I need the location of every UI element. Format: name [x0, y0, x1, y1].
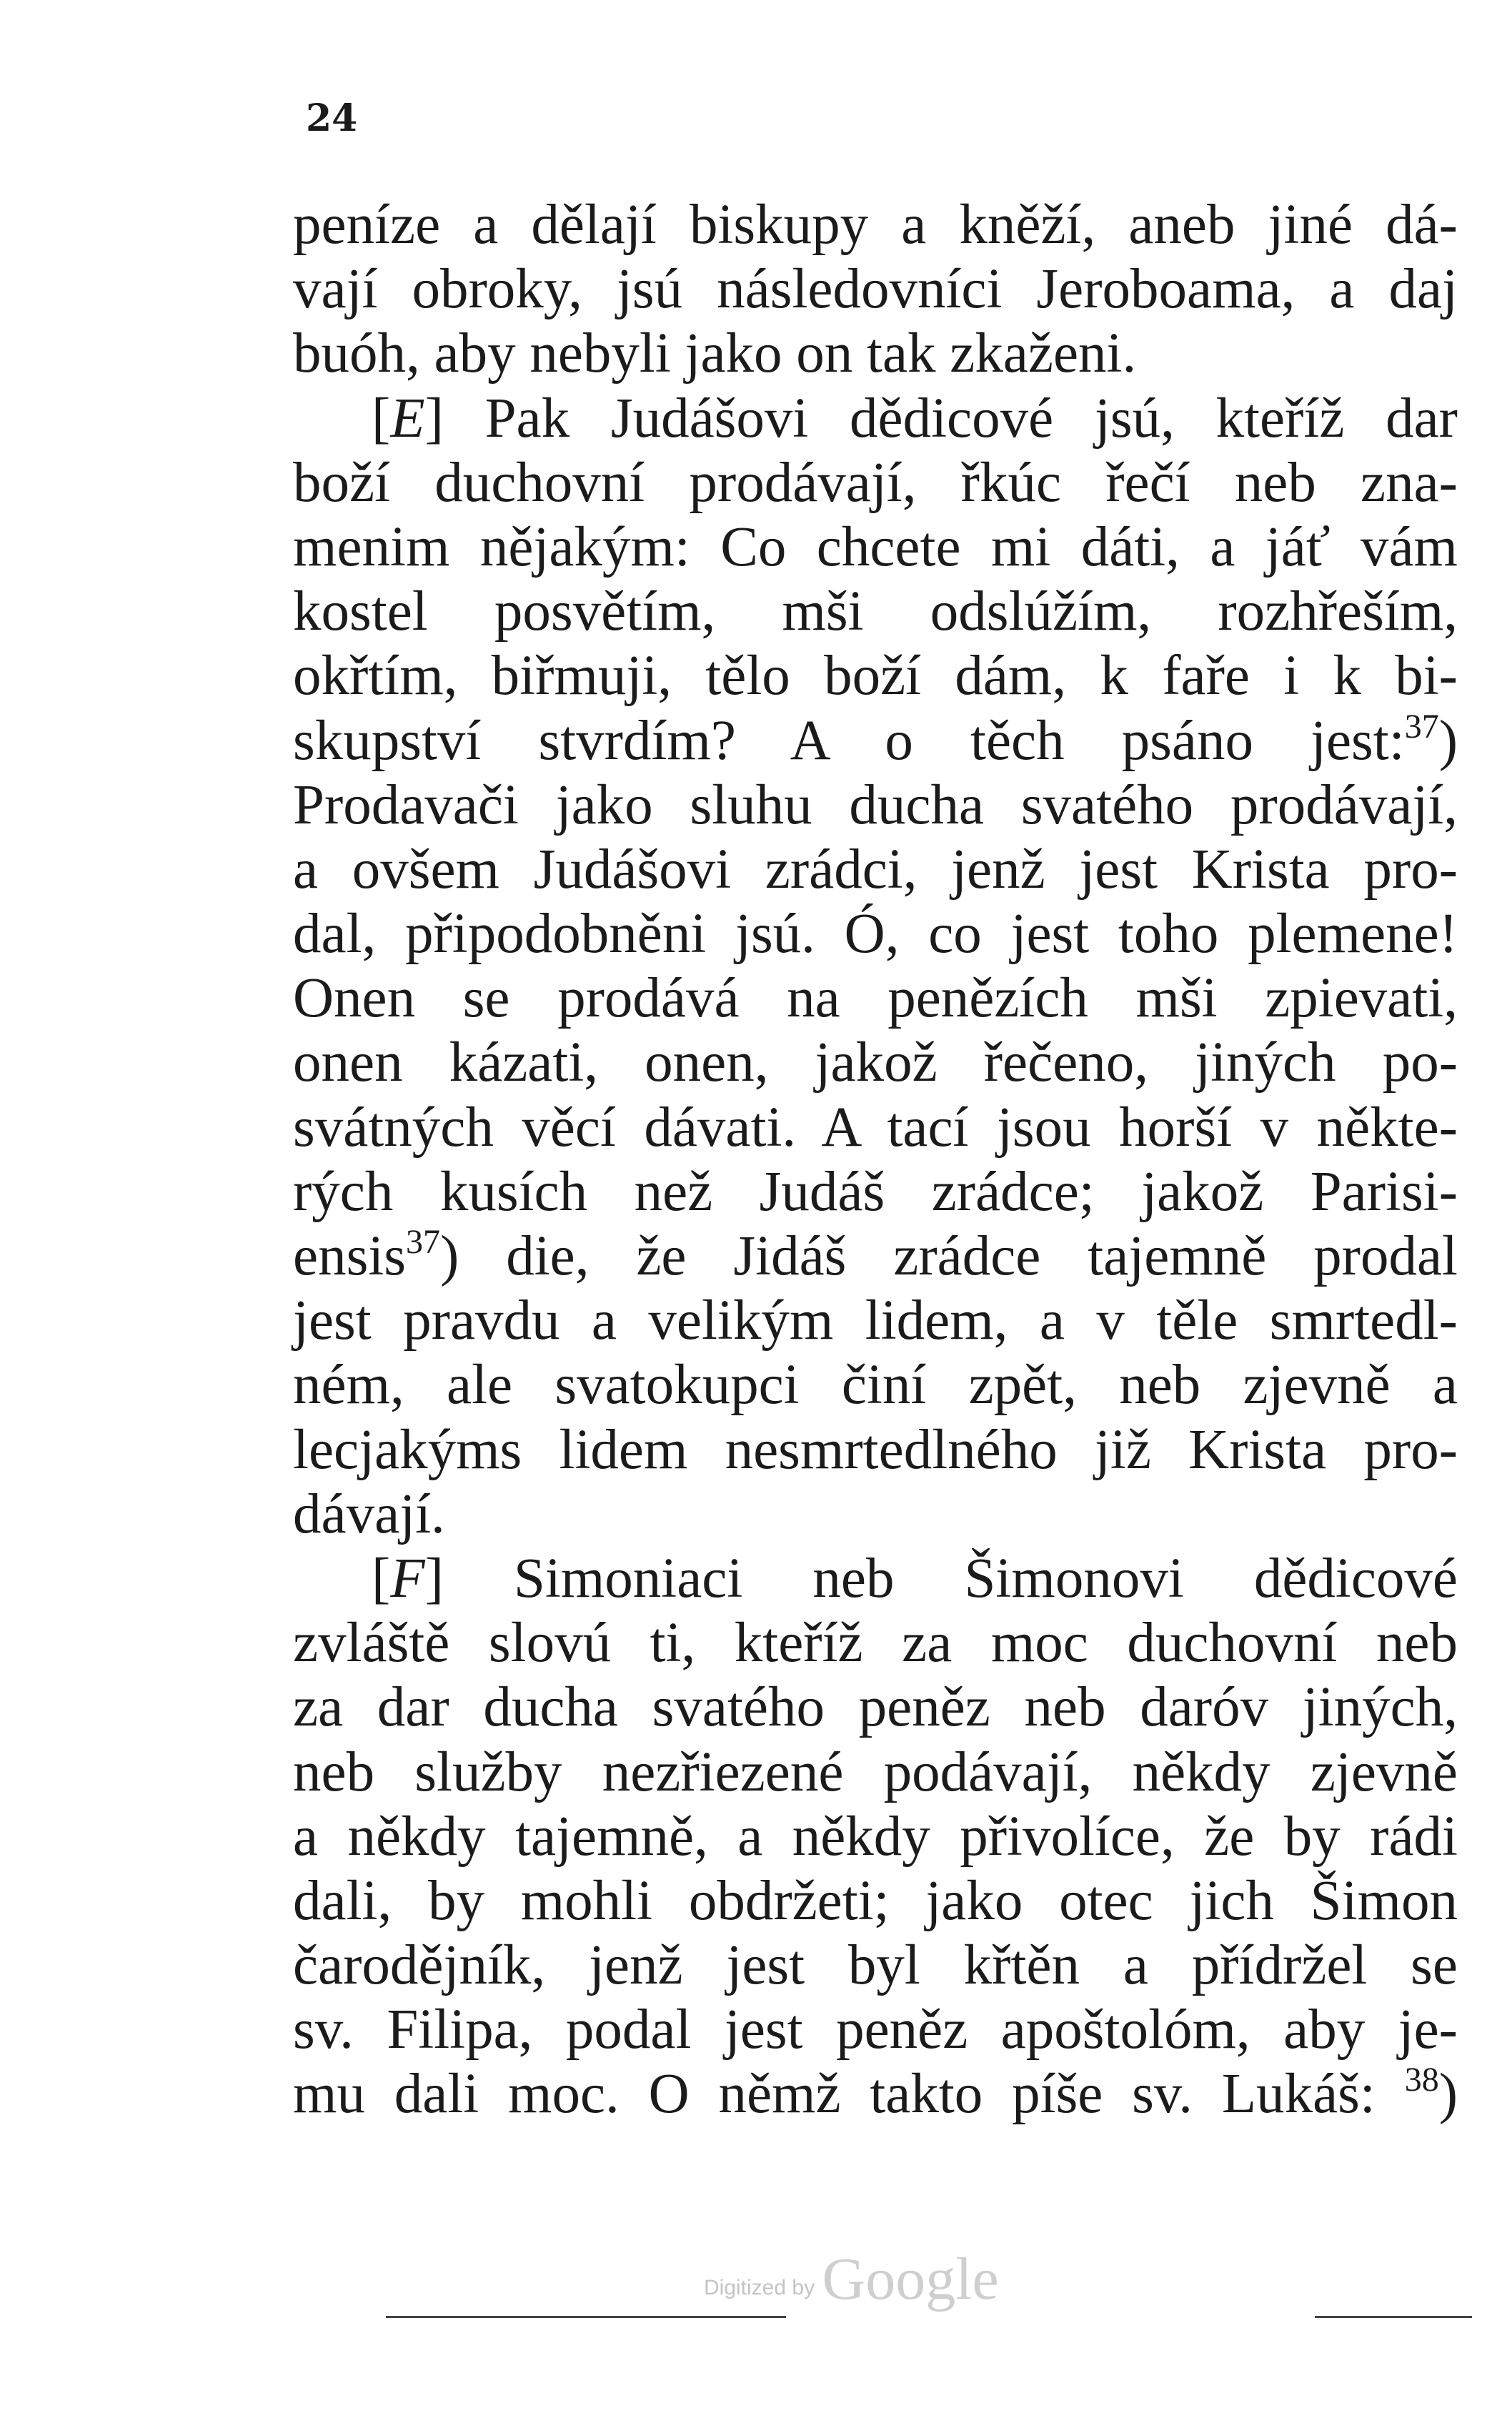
text-line: neb služby nezřiezené podávají, někdy zjevně: [293, 1741, 1458, 1803]
text-line: Onen se prodává na penězích mši zpievati,: [293, 967, 1458, 1030]
page-number: 24: [306, 96, 358, 140]
google-logo: Google: [822, 2246, 999, 2312]
bottom-rule-right: [1315, 2316, 1472, 2318]
text-line: [F] Simoniaci neb Šimonovi dědicové: [372, 1547, 1458, 1610]
text-line: za dar ducha svatého peněz neb daróv jiných,: [293, 1676, 1458, 1739]
text-line: [293, 1224, 1458, 1289]
section-marker: F: [390, 1547, 425, 1610]
text-line: peníze a dělají biskupy a kněží, aneb jiné dá-: [293, 194, 1458, 256]
text-line: ném, ale svatokupci činí zpět, neb zjevně a: [293, 1354, 1458, 1417]
text-line: a ovšem Judášovi zrádci, jenž jest Krista pro-: [293, 838, 1458, 901]
text-line: menim nějakým: Co chcete mi dáti, a jáť vám: [293, 515, 1458, 578]
bottom-rule-left: [386, 2316, 786, 2318]
text-line-content: Simoniaci neb Šimonovi dědicové: [513, 1547, 1458, 1610]
text-line: lecjakýms lidem nesmrtedlného již Krista pro-: [293, 1418, 1458, 1481]
text-line: zvláště slovú ti, kteříž za moc duchovní neb: [293, 1612, 1458, 1675]
text-line: buóh, aby nebyli jako on tak zkaženi.: [293, 322, 1137, 385]
footnote-paren: ): [1438, 709, 1458, 772]
text-line: sv. Filipa, podal jest peněz apoštolóm, aby je-: [293, 1999, 1458, 2061]
text-line: vají obroky, jsú následovníci Jeroboama, a daj: [293, 258, 1458, 321]
footnote-paren: ): [1438, 2063, 1458, 2126]
text-line: onen kázati, onen, jakož řečeno, jiných po-: [293, 1031, 1458, 1094]
text-line: Prodavači jako sluhu ducha svatého prodávají,: [293, 773, 1458, 836]
text-line-content: ensis: [293, 1225, 406, 1287]
footnote-ref: 37: [406, 1223, 440, 1261]
text-line: [293, 2062, 1458, 2126]
footnote-ref: 38: [1404, 2061, 1439, 2099]
text-line-content: mu dali moc. O němž takto píše sv. Lukáš:: [293, 2063, 1376, 2126]
text-line: rých kusích než Judáš zrádce; jakož Parisi-: [293, 1160, 1458, 1223]
digitized-by-watermark: [704, 2244, 999, 2314]
text-line: jest pravdu a velikým lidem, a v těle smrtedl-: [293, 1289, 1458, 1352]
text-line: svátných věcí dávati. A tací jsou horší v někte-: [293, 1096, 1458, 1159]
text-line: a někdy tajemně, a někdy přivolíce, že by rádi: [293, 1805, 1458, 1868]
text-line: čarodějník, jenž jest byl křtěn a přídržel se: [293, 1934, 1458, 1997]
page-text: [293, 193, 1458, 2127]
text-line: [E] Pak Judášovi dědicové jsú, kteříž dar: [372, 387, 1458, 450]
text-line: okřtím, biřmuji, tělo boží dám, k faře i k bi-: [293, 645, 1458, 708]
text-line: dali, by mohli obdržeti; jako otec jich Šimon: [293, 1869, 1458, 1932]
text-line: [293, 709, 1458, 773]
text-line: kostel posvětím, mši odslúžím, rozhřeším,: [293, 580, 1458, 643]
text-line: dal, připodobněni jsú. Ó, co jest toho plemene!: [293, 903, 1458, 966]
section-marker: E: [390, 387, 425, 450]
text-line-content: Pak Judášovi dědicové jsú, kteříž dar: [484, 387, 1458, 450]
text-line: boží duchovní prodávají, řkúc řečí neb zna-: [293, 451, 1458, 514]
watermark-prefix: Digitized by: [704, 2276, 815, 2299]
text-line-content: skupství stvrdím? A o těch psáno jest:: [293, 709, 1405, 772]
text-line: dávají.: [293, 1482, 445, 1545]
text-line-content: ) die, že Jidáš zrádce tajemně prodal: [440, 1225, 1458, 1287]
footnote-ref: 37: [1404, 707, 1439, 746]
